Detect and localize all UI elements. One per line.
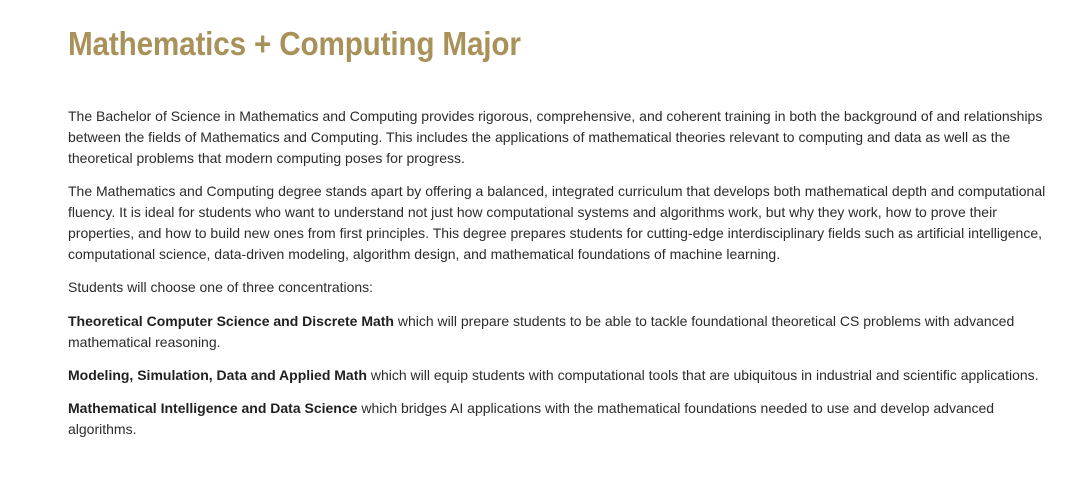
main-content [68, 0, 1063, 452]
intro-paragraph-2: The Mathematics and Computing degree stands apart by offering a balanced, integrated curriculum that develops both mathematical depth and computational fluency. It is ideal for students who want to understand not just how computational systems and algorithms work, but why they work, how to prove their properties, and how to build new ones from first principles. This degree prepares students for cutting-edge interdisciplinary fields such as artificial intelligence, computational science, data-driven modeling, algorithm design, and mathematical foundations of machine learning. [68, 183, 1046, 262]
concentrations-intro: Students will choose one of three concentrations: [68, 279, 374, 295]
intro-paragraph-1: The Bachelor of Science in Mathematics and Computing provides rigorous, comprehensive, and coherent training in both the background of and relationships between the fields of Mathematics and Computing. This includes the applications of mathematical theories relevant to computing and data as well as the theoretical problems that modern computing poses for progress. [68, 108, 1043, 166]
concentration-description: which will equip students with computational tools that are ubiquitous in industrial and scientific applications. [366, 367, 1039, 383]
concentration-item [68, 365, 1063, 386]
concentration-description: which bridges AI applications with the mathematical foundations needed to use and develop advanced algorithms. [68, 400, 995, 437]
page-title: Mathematics + Computing Major [68, 25, 521, 62]
program-description [68, 106, 1063, 440]
concentration-item [68, 311, 1063, 353]
concentration-name: Modeling, Simulation, Data and Applied Math [68, 367, 367, 383]
concentration-item [68, 398, 1063, 440]
concentration-name: Mathematical Intelligence and Data Science [68, 400, 358, 416]
concentration-name: Theoretical Computer Science and Discrete Math [68, 313, 394, 329]
concentration-description: which will prepare students to be able to tackle foundational theoretical CS problems with advanced mathematical reasoning. [68, 313, 1015, 350]
